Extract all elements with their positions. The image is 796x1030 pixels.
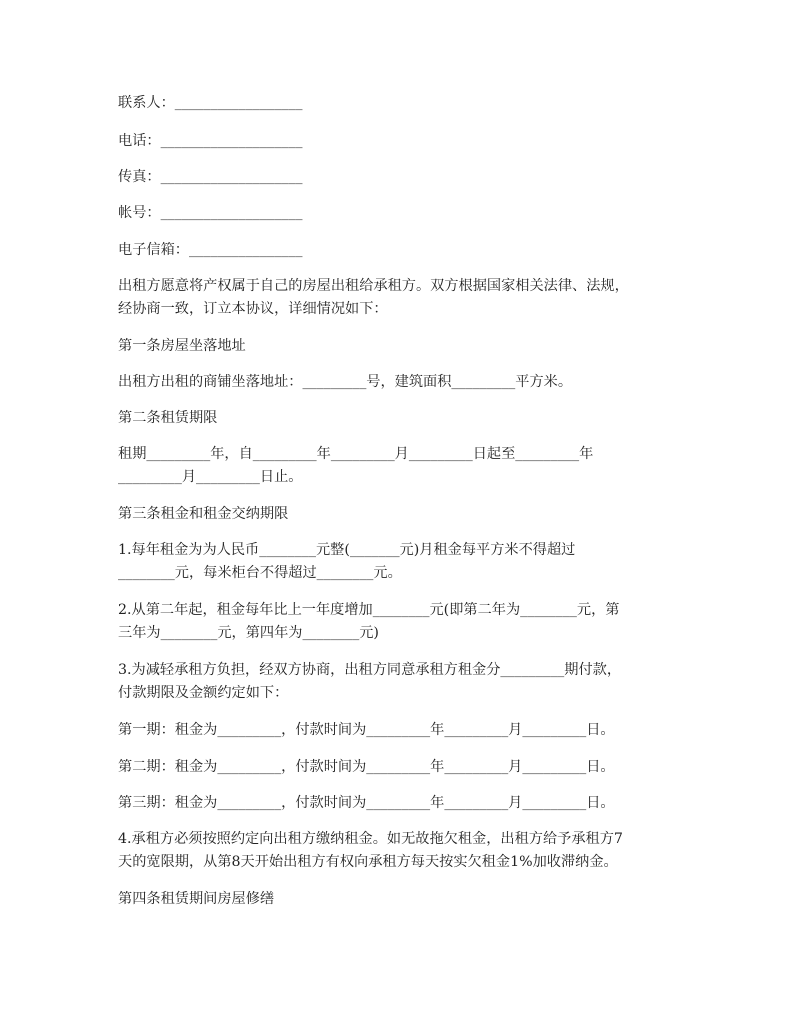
contact-person-line: 联系人：__________________ <box>118 95 303 111</box>
paragraph-line: 出租方愿意将产权属于自己的房屋出租给承租方。双方根据国家相关法律、法规， <box>118 278 629 294</box>
paragraph-line: 3.为减轻承租方负担，经双方协商，出租方同意承租方租金分_________期付款， <box>118 662 622 678</box>
installment-1-line: 第一期：租金为_________，付款时间为_________年_________月_________日。 <box>118 722 615 738</box>
fax-line: 传真：____________________ <box>118 169 303 185</box>
installment-2-line: 第二期：租金为_________，付款时间为_________年_________月_________日。 <box>118 759 615 775</box>
paragraph-line: 三年为________元，第四年为________元) <box>118 625 379 641</box>
article-1-heading: 第一条房屋坐落地址 <box>118 338 246 354</box>
article-2-heading: 第二条租赁期限 <box>118 410 218 426</box>
intro-paragraph <box>118 275 678 321</box>
paragraph-line: 付款期限及金额约定如下： <box>118 685 289 701</box>
account-line: 帐号：____________________ <box>118 205 303 221</box>
installment-3-line: 第三期：租金为_________，付款时间为_________年_________月_________日。 <box>118 795 615 811</box>
paragraph-line: 经协商一致，订立本协议，详细情况如下： <box>118 301 388 317</box>
paragraph-line: 2.从第二年起，租金每年比上一年度增加________元(即第二年为________元，第 <box>118 602 620 618</box>
article-2-body <box>118 443 678 489</box>
paragraph-line: 1.每年租金为为人民币________元整(_______元)月租金每平方米不得超过 <box>118 542 576 558</box>
paragraph-line: ________元，每米柜台不得超过________元。 <box>118 565 402 581</box>
paragraph-line: 天的宽限期，从第8天开始出租方有权向承租方每天按实欠租金1%加收滞纳金。 <box>118 854 618 870</box>
clause-3-2 <box>118 599 678 645</box>
email-line: 电子信箱：________________ <box>118 242 303 258</box>
paragraph-line: 4.承租方必须按照约定向出租方缴纳租金。如无故拖欠租金，出租方给予承租方7 <box>118 831 623 847</box>
clause-3-4 <box>118 828 678 874</box>
clause-3-3 <box>118 659 678 705</box>
phone-line: 电话：____________________ <box>118 133 303 149</box>
article-3-heading: 第三条租金和租金交纳期限 <box>118 506 289 522</box>
article-1-body: 出租方出租的商铺坐落地址：_________号，建筑面积_________平方米。 <box>118 374 573 390</box>
paragraph-line: 租期_________年，自_________年_________月_________日起至_________年 <box>118 446 594 462</box>
paragraph-line: _________月_________日止。 <box>118 469 303 485</box>
clause-3-1 <box>118 539 678 585</box>
article-4-heading: 第四条租赁期间房屋修缮 <box>118 891 275 907</box>
